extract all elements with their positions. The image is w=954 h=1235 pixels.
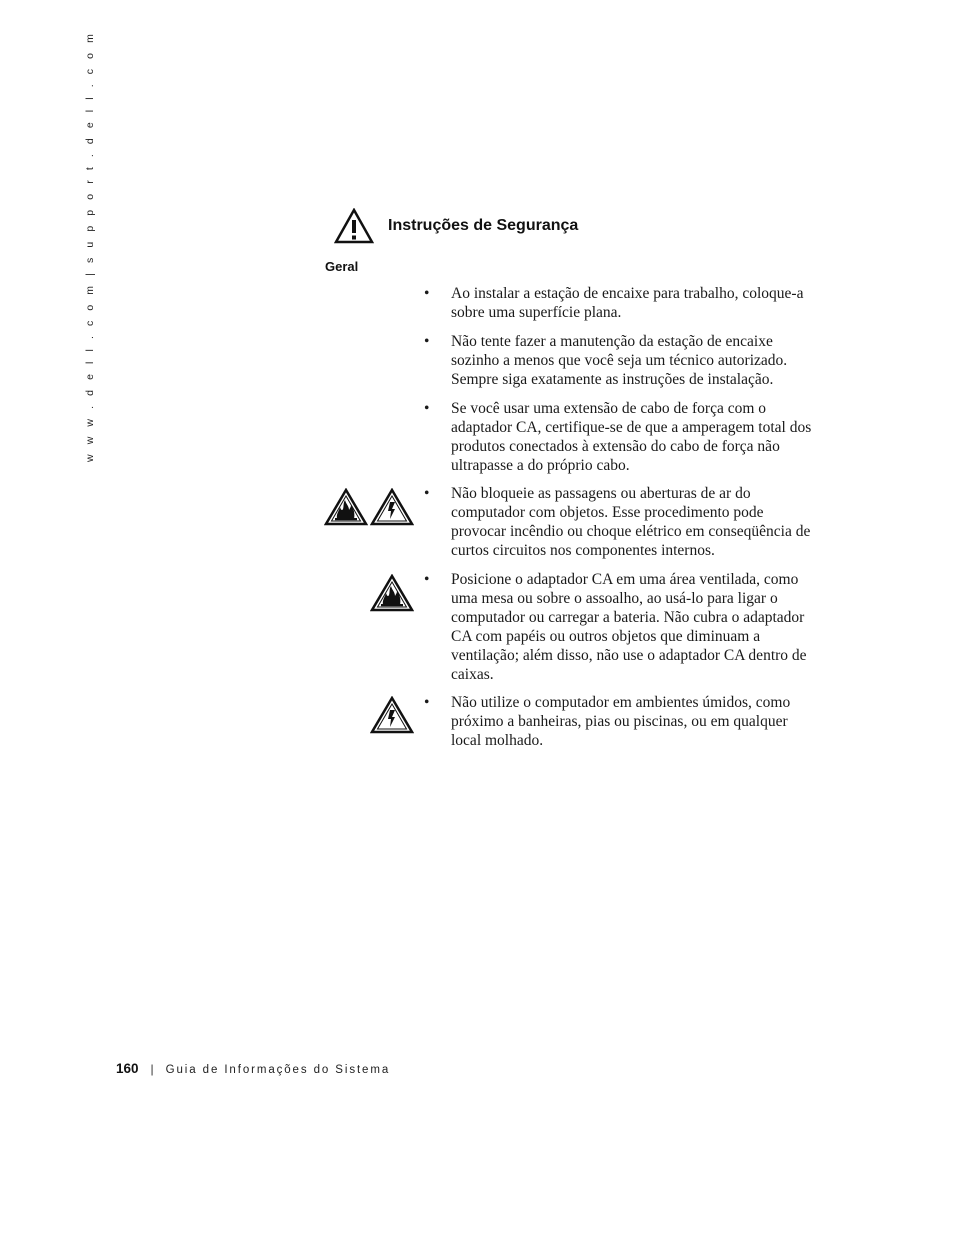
page-header (334, 208, 578, 244)
bullet: • (424, 694, 430, 711)
electric-shock-icon (370, 696, 414, 734)
bullet: • (424, 571, 430, 588)
list-item (424, 484, 814, 560)
footer-separator: | (150, 1062, 154, 1076)
list-item-text: Ao instalar a estação de encaixe para trabalho, coloque-a sobre uma superfície plana. (451, 285, 804, 321)
bullet: • (424, 400, 430, 417)
list-item-text: Não bloqueie as passagens ou aberturas de ar do computador com objetos. Esse procedimento pode provocar incêndio ou choque elétrico em conseqüência de curtos circuitos nos componentes internos. (451, 485, 811, 559)
list-item (424, 570, 814, 684)
list-item-text: Não utilize o computador em ambientes úmidos, como próximo a banheiras, pias ou piscinas, ou em qualquer local molhado. (451, 694, 791, 749)
list-item (424, 693, 814, 750)
bullet: • (424, 333, 430, 350)
page-footer (116, 1061, 390, 1076)
page-number: 160 (116, 1061, 139, 1076)
list-item-text: Posicione o adaptador CA em uma área ventilada, como uma mesa ou sobre o assoalho, ao usá-lo para ligar o computador ou carregar a bateria. Não cubra o adaptador CA com papéis ou outros objetos que diminuam a ventilação; além disso, não use o adaptador CA dentro de caixas. (451, 571, 807, 683)
side-url-text: w w w . d e l l . c o m | s u p p o r t . d e l l . c o m (84, 30, 96, 462)
exclamation-triangle-icon (334, 208, 374, 244)
section-heading: Geral (325, 259, 359, 274)
list-item (424, 284, 814, 322)
footer-doc-title: Guia de Informações do Sistema (165, 1064, 391, 1076)
page-title: Instruções de Segurança (388, 217, 579, 234)
fire-hazard-icon (324, 488, 368, 526)
list-item-text: Não tente fazer a manutenção da estação de encaixe sozinho a menos que você seja um técnico autorizado. Sempre siga exatamente as instruções de instalação. (451, 333, 788, 388)
bullet: • (424, 485, 430, 502)
list-item (424, 332, 814, 389)
electric-shock-icon (370, 488, 414, 526)
list-item-text: Se você usar uma extensão de cabo de força com o adaptador CA, certifique-se de que a amperagem total dos produtos conectados à extensão do cabo de força não ultrapasse a do próprio cabo. (451, 400, 812, 474)
list-item (424, 399, 814, 475)
bullet: • (424, 285, 430, 302)
fire-hazard-icon (370, 574, 414, 612)
